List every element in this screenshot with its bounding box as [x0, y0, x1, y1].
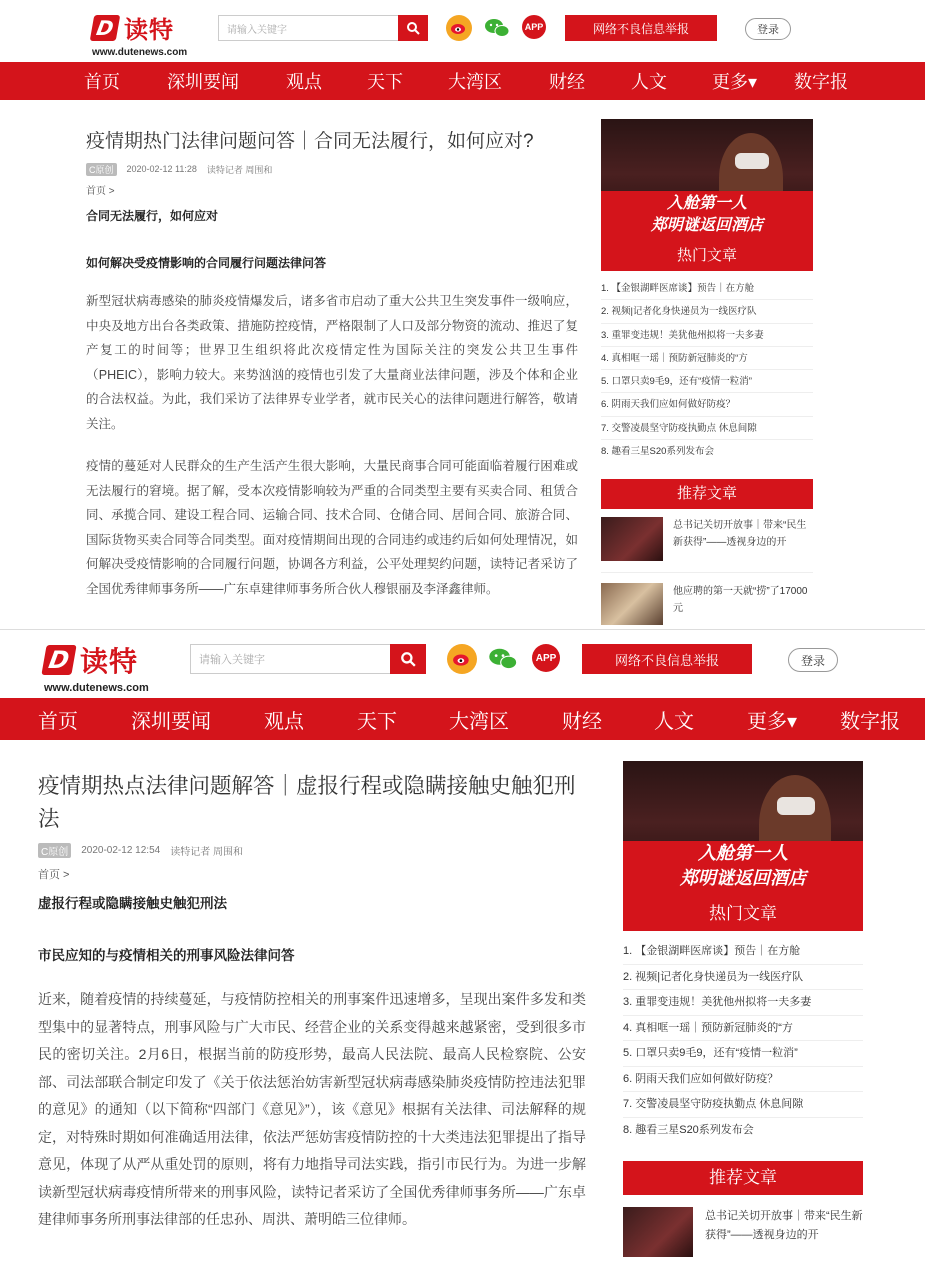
hot-article-link[interactable]: 1. 【金银湖畔医席谈】预告｜在方舱	[623, 939, 863, 965]
author: 读特记者 周围和	[170, 846, 243, 858]
article-section-heading: 如何解决受疫情影响的合同履行问题法律问答	[86, 256, 327, 270]
hot-article-link[interactable]: 3. 重罪变违规！美犹他州拟将一夫多妻	[601, 324, 813, 347]
nav-item-shenzhen[interactable]: 深圳要闻	[131, 710, 211, 733]
logo-mark: D	[41, 645, 76, 675]
app-button[interactable]: APP	[522, 15, 546, 39]
search-input[interactable]: 请输入关键字	[190, 644, 390, 674]
report-button[interactable]: 网络不良信息举报	[582, 644, 752, 674]
hot-article-link[interactable]: 2. 视频|记者化身快递员为一线医疗队	[623, 965, 863, 991]
ad-headline-2: 郑明谜返回酒店	[650, 215, 763, 234]
publish-date: 2020-02-12 11:28	[126, 164, 197, 174]
logo-mark: D	[90, 15, 121, 41]
nav-item-culture[interactable]: 人文	[631, 72, 667, 92]
app-button[interactable]: APP	[532, 644, 560, 672]
search-input[interactable]: 请输入关键字	[218, 15, 398, 41]
logo-url: www.dutenews.com	[44, 682, 149, 694]
ad-banner[interactable]	[601, 119, 813, 241]
ad-mask-shape	[777, 797, 815, 815]
screenshot-top	[0, 0, 925, 630]
hot-article-link[interactable]: 5. 口罩只卖9毛9，还有“疫情一粒消”	[601, 370, 813, 393]
ad-headline-1: 入舱第一人	[698, 843, 788, 864]
logo-url: www.dutenews.com	[92, 47, 188, 58]
original-badge: C原创	[86, 163, 117, 176]
article-meta	[38, 842, 586, 858]
search-bar	[190, 644, 426, 674]
recommended-title: 总书记关切开放事｜带来“民生新获得”——透视身边的开	[673, 520, 807, 549]
logo-name: 读特	[80, 645, 139, 678]
author: 读特记者 周围和	[206, 164, 273, 175]
hot-article-link[interactable]: 1. 【金银湖畔医席谈】预告｜在方舱	[601, 277, 813, 300]
recommended-item[interactable]	[623, 1195, 863, 1267]
nav-item-more[interactable]: 更多▾	[712, 72, 758, 92]
weibo-icon[interactable]	[447, 644, 477, 674]
article-2	[38, 770, 586, 1234]
recommended-thumbnail	[623, 1207, 693, 1257]
recommended-heading: 推荐文章	[623, 1161, 863, 1195]
article-paragraph: 新型冠状病毒感染的肺炎疫情爆发后，诸多省市启动了重大公共卫生突发事件一级响应，中央及地方出台各类政策、措施防控疫情，严格限制了人口及部分物资的流动、推迟了复产复工的时间等；世界卫生组织将此次疫情定性为国际关注的突发公共卫生事件（PHEIC），影响力较大。来势汹汹的疫情也引发了大量商业法律问题，涉及个体和企业的合法权益。为此，我们采访了法律界专业学者，就市民关心的法律问题进行解答，敬请关注。	[86, 294, 578, 431]
nav-item-opinion[interactable]: 观点	[286, 72, 322, 92]
article-1	[86, 128, 578, 601]
nav-item-opinion[interactable]: 观点	[264, 710, 304, 733]
recommended-item[interactable]	[601, 509, 813, 573]
report-button[interactable]: 网络不良信息举报	[565, 15, 717, 41]
hot-article-link[interactable]: 3. 重罪变违规！美犹他州拟将一夫多妻	[623, 990, 863, 1016]
hot-article-link[interactable]: 4. 真相哐一瑶｜预防新冠肺炎的“方	[601, 347, 813, 370]
search-bar	[218, 15, 428, 41]
hot-articles-heading: 热门文章	[601, 241, 813, 271]
hot-articles-heading: 热门文章	[623, 897, 863, 931]
hot-article-link[interactable]: 6. 阴雨天我们应如何做好防疫？	[623, 1067, 863, 1093]
article-section-heading: 市民应知的与疫情相关的刑事风险法律问答	[38, 948, 295, 963]
hot-article-link[interactable]: 8. 趣看三星S20系列发布会	[601, 446, 714, 458]
hot-article-link[interactable]: 2. 视频|记者化身快递员为一线医疗队	[601, 300, 813, 323]
ad-banner[interactable]	[623, 761, 863, 897]
article-paragraph: 近来，随着疫情的持续蔓延，与疫情防控相关的刑事案件迅速增多，呈现出案件多发和类型集中的显著特点，刑事风险与广大市民、经营企业的关系变得越来越紧密，受到很多市民的密切关注。2月6日，根据当前的防疫形势，最高人民法院、最高人民检察院、公安部、司法部联合制定印发了《关于依法惩治妨害新型冠状病毒感染肺炎疫情防控违法犯罪的意见》的通知（以下简称“四部门《意见》”），该《意见》根据有关法律、司法解释的规定，对特殊时期如何准确适用法律，依法严惩妨害疫情防控的十大类违法犯罪提出了指导意见，体现了从严从重处罚的原则，将有力地指导司法实践，指引市民行为。为进一步解读新型冠状病毒疫情所带来的刑事风险，读特记者采访了全国优秀律师事务所——广东卓建律师事务所刑事法律部的任忠孙、周洪、萧明皓三位律师。	[38, 991, 586, 1227]
nav-item-shenzhen[interactable]: 深圳要闻	[167, 72, 239, 92]
site-logo[interactable]	[92, 10, 187, 58]
breadcrumb[interactable]: 首页 >	[38, 869, 70, 881]
publish-date: 2020-02-12 12:54	[81, 844, 161, 856]
nav-item-home[interactable]: 首页	[84, 72, 120, 92]
login-button[interactable]: 登录	[788, 648, 838, 672]
article-paragraph: 疫情的蔓延对人民群众的生产生活产生很大影响，大量民商事合同可能面临着履行困难或无法履行的窘境。据了解，受本次疫情影响较为严重的合同类型主要有买卖合同、租赁合同、承揽合同、建设工程合同、运输合同、技术合同、仓储合同、居间合同、旅游合同、国际货物买卖合同等合同类型。面对疫情期间出现的合同违约或违约后如何处理情况，如何解决受疫情影响的合同履行问题，协调各方利益，公平处理契约问题，读特记者采访了全国优秀律师事务所——广东卓建律师事务所合伙人穆银丽及李泽鑫律师。	[86, 459, 578, 596]
hot-article-link[interactable]: 4. 真相哐一瑶｜预防新冠肺炎的“方	[623, 1016, 863, 1042]
recommended-title: 总书记关切开放事｜带来“民生新获得”——透视身边的开	[705, 1210, 863, 1241]
article-title: 疫情期热门法律问题问答｜合同无法履行，如何应对?	[86, 131, 534, 152]
nav-item-more[interactable]: 更多▾	[747, 710, 798, 733]
recommended-title: 他应聘的第一天就“捞”了17000元	[673, 586, 808, 615]
recommended-thumbnail	[601, 583, 663, 625]
article-subhead: 虚报行程或隐瞒接触史触犯刑法	[38, 896, 227, 911]
search-button[interactable]	[390, 644, 426, 674]
site-header	[0, 630, 925, 696]
nav-item-world[interactable]: 天下	[357, 710, 397, 733]
hot-article-link[interactable]: 5. 口罩只卖9毛9，还有“疫情一粒消”	[623, 1041, 863, 1067]
nav-item-home[interactable]: 首页	[38, 710, 78, 733]
hot-article-link[interactable]: 6. 阴雨天我们应如何做好防疫？	[601, 393, 813, 416]
logo-name: 读特	[124, 15, 174, 44]
article-subhead: 合同无法履行，如何应对	[86, 209, 219, 223]
recommended-thumbnail	[601, 517, 663, 561]
article-title: 疫情期热点法律问题解答｜虚报行程或隐瞒接触史触犯刑法	[38, 774, 576, 831]
wechat-icon[interactable]	[486, 644, 520, 674]
hot-article-link[interactable]: 7. 交警凌晨坚守防疫执勤点 休息间隙	[601, 417, 813, 440]
hot-articles-list	[623, 931, 863, 1143]
hot-articles-list	[601, 271, 813, 463]
site-header	[0, 0, 925, 60]
nav-item-finance[interactable]: 财经	[562, 710, 602, 733]
nav-item-finance[interactable]: 财经	[549, 72, 585, 92]
screenshot-bottom	[0, 630, 925, 1274]
ad-headline-2: 郑明谜返回酒店	[680, 868, 806, 889]
nav-item-world[interactable]: 天下	[367, 72, 403, 92]
hot-article-link[interactable]: 7. 交警凌晨坚守防疫执勤点 休息间隙	[623, 1092, 863, 1118]
login-button[interactable]: 登录	[745, 18, 791, 40]
sidebar	[623, 761, 863, 1267]
recommended-item[interactable]	[601, 573, 813, 630]
search-icon	[400, 651, 416, 667]
nav-item-bay-area[interactable]: 大湾区	[448, 72, 502, 92]
search-icon	[406, 21, 420, 35]
site-logo[interactable]	[44, 640, 149, 694]
weibo-icon[interactable]	[446, 15, 472, 41]
sidebar	[601, 119, 813, 630]
original-badge: C原创	[38, 843, 71, 858]
main-nav	[0, 62, 925, 100]
search-button[interactable]	[398, 15, 428, 41]
main-nav	[0, 698, 925, 740]
ad-mask-shape	[735, 153, 769, 169]
hot-article-link[interactable]: 8. 趣看三星S20系列发布会	[623, 1123, 754, 1136]
article-meta	[86, 162, 578, 176]
nav-item-epaper[interactable]: 数字报	[840, 710, 900, 733]
recommended-heading: 推荐文章	[601, 479, 813, 509]
wechat-icon[interactable]	[482, 15, 512, 41]
nav-item-epaper[interactable]: 数字报	[794, 72, 848, 92]
nav-item-culture[interactable]: 人文	[654, 710, 694, 733]
breadcrumb[interactable]: 首页 >	[86, 186, 115, 197]
nav-item-bay-area[interactable]: 大湾区	[449, 710, 509, 733]
ad-headline-1: 入舱第一人	[666, 193, 747, 212]
